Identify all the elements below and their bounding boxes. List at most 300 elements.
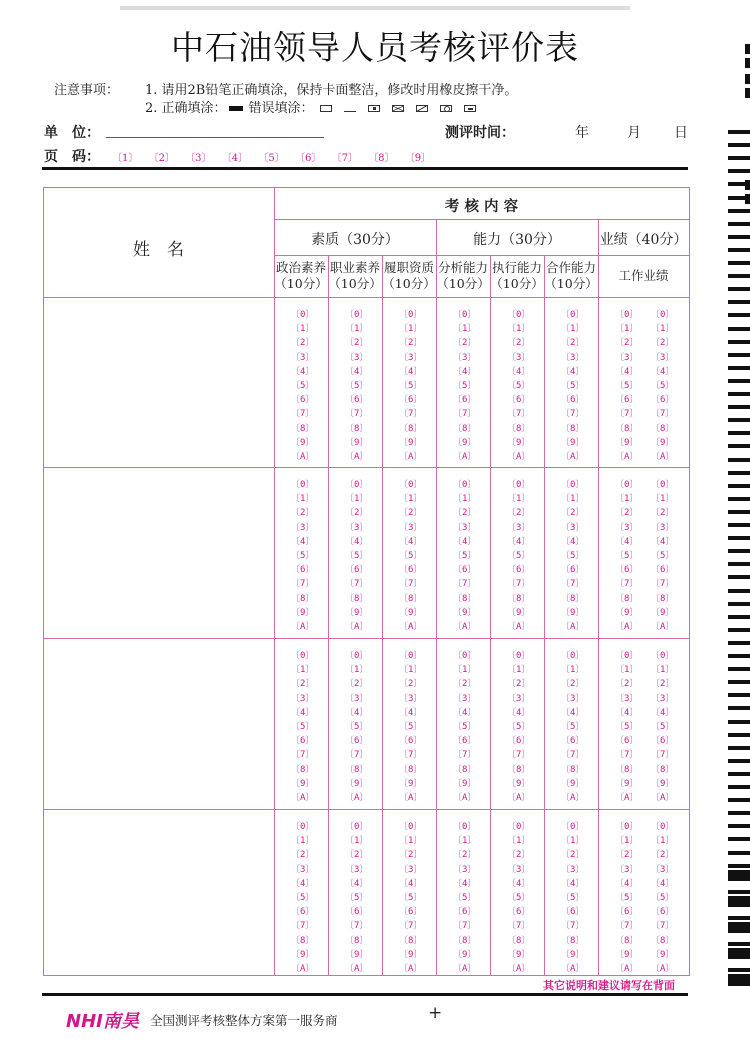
bubble-r4-c8-2[interactable]: 〔2〕 bbox=[651, 850, 675, 861]
bubble-r4-c3-2[interactable]: 〔2〕 bbox=[399, 850, 423, 861]
bubble-r3-c2-8[interactable]: 〔8〕 bbox=[345, 764, 369, 775]
bubble-r2-c6-9[interactable]: 〔9〕 bbox=[561, 607, 585, 618]
bubble-r1-c4-0[interactable]: 〔0〕 bbox=[453, 310, 477, 320]
bubble-r2-c3-4[interactable]: 〔4〕 bbox=[399, 536, 423, 547]
bubble-r4-c3-6[interactable]: 〔6〕 bbox=[399, 907, 423, 918]
bubble-r3-c1-5[interactable]: 〔5〕 bbox=[291, 722, 315, 732]
bubble-r3-c6-7[interactable]: 〔7〕 bbox=[561, 750, 585, 761]
bubble-r1-c1-8[interactable]: 〔8〕 bbox=[291, 423, 315, 434]
bubble-r1-c3-4[interactable]: 〔4〕 bbox=[399, 366, 423, 377]
bubble-r2-c6-8[interactable]: 〔8〕 bbox=[561, 593, 585, 604]
bubble-r4-c1-7[interactable]: 〔7〕 bbox=[291, 921, 315, 932]
bubble-r1-c5-8[interactable]: 〔8〕 bbox=[507, 423, 531, 434]
bubble-r3-c4-0[interactable]: 〔0〕 bbox=[453, 651, 477, 661]
bubble-r4-c3-4[interactable]: 〔4〕 bbox=[399, 878, 423, 889]
bubble-r4-c5-3[interactable]: 〔3〕 bbox=[507, 864, 531, 875]
bubble-r3-c6-9[interactable]: 〔9〕 bbox=[561, 778, 585, 789]
bubble-r1-c3-9[interactable]: 〔9〕 bbox=[399, 437, 423, 448]
bubble-r3-c3-10[interactable]: 〔A〕 bbox=[399, 793, 423, 803]
bubble-r3-c2-6[interactable]: 〔6〕 bbox=[345, 736, 369, 747]
bubble-r1-c1-1[interactable]: 〔1〕 bbox=[291, 324, 315, 335]
bubble-r4-c4-7[interactable]: 〔7〕 bbox=[453, 921, 477, 932]
bubble-r3-c1-9[interactable]: 〔9〕 bbox=[291, 778, 315, 789]
bubble-r1-c6-5[interactable]: 〔5〕 bbox=[561, 381, 585, 391]
bubble-r2-c1-10[interactable]: 〔A〕 bbox=[291, 622, 315, 632]
bubble-r3-c5-0[interactable]: 〔0〕 bbox=[507, 651, 531, 661]
bubble-r1-c4-6[interactable]: 〔6〕 bbox=[453, 395, 477, 406]
bubble-r2-c8-2[interactable]: 〔2〕 bbox=[651, 508, 675, 519]
bubble-r1-c8-3[interactable]: 〔3〕 bbox=[651, 352, 675, 363]
bubble-r1-c3-7[interactable]: 〔7〕 bbox=[399, 409, 423, 420]
bubble-r2-c3-3[interactable]: 〔3〕 bbox=[399, 522, 423, 533]
bubble-r3-c5-4[interactable]: 〔4〕 bbox=[507, 707, 531, 718]
bubble-r1-c1-5[interactable]: 〔5〕 bbox=[291, 381, 315, 391]
bubble-r1-c4-9[interactable]: 〔9〕 bbox=[453, 437, 477, 448]
bubble-r1-c5-6[interactable]: 〔6〕 bbox=[507, 395, 531, 406]
bubble-r2-c7-7[interactable]: 〔7〕 bbox=[615, 579, 639, 590]
page-box-1[interactable]: 〔1〕 bbox=[112, 153, 139, 164]
bubble-r2-c4-9[interactable]: 〔9〕 bbox=[453, 607, 477, 618]
bubble-r1-c2-0[interactable]: 〔0〕 bbox=[345, 310, 369, 320]
bubble-r1-c6-4[interactable]: 〔4〕 bbox=[561, 366, 585, 377]
bubble-r1-c8-10[interactable]: 〔A〕 bbox=[651, 452, 675, 462]
bubble-r1-c3-0[interactable]: 〔0〕 bbox=[399, 310, 423, 320]
bubble-r1-c1-4[interactable]: 〔4〕 bbox=[291, 366, 315, 377]
bubble-r2-c7-6[interactable]: 〔6〕 bbox=[615, 565, 639, 576]
bubble-r3-c8-6[interactable]: 〔6〕 bbox=[651, 736, 675, 747]
bubble-r4-c5-6[interactable]: 〔6〕 bbox=[507, 907, 531, 918]
bubble-r4-c7-10[interactable]: 〔A〕 bbox=[615, 964, 639, 974]
bubble-r1-c3-8[interactable]: 〔8〕 bbox=[399, 423, 423, 434]
bubble-r4-c2-8[interactable]: 〔8〕 bbox=[345, 935, 369, 946]
bubble-r3-c6-5[interactable]: 〔5〕 bbox=[561, 722, 585, 732]
bubble-r4-c1-0[interactable]: 〔0〕 bbox=[291, 822, 315, 832]
bubble-r2-c2-4[interactable]: 〔4〕 bbox=[345, 536, 369, 547]
bubble-r1-c2-3[interactable]: 〔3〕 bbox=[345, 352, 369, 363]
bubble-r3-c7-10[interactable]: 〔A〕 bbox=[615, 793, 639, 803]
bubble-r4-c8-9[interactable]: 〔9〕 bbox=[651, 949, 675, 960]
bubble-r2-c2-7[interactable]: 〔7〕 bbox=[345, 579, 369, 590]
bubble-r4-c5-9[interactable]: 〔9〕 bbox=[507, 949, 531, 960]
bubble-r2-c5-0[interactable]: 〔0〕 bbox=[507, 480, 531, 490]
bubble-r4-c6-3[interactable]: 〔3〕 bbox=[561, 864, 585, 875]
bubble-r3-c7-2[interactable]: 〔2〕 bbox=[615, 679, 639, 690]
bubble-r1-c7-4[interactable]: 〔4〕 bbox=[615, 366, 639, 377]
bubble-r3-c7-9[interactable]: 〔9〕 bbox=[615, 778, 639, 789]
bubble-r4-c1-8[interactable]: 〔8〕 bbox=[291, 935, 315, 946]
bubble-r4-c2-10[interactable]: 〔A〕 bbox=[345, 964, 369, 974]
bubble-r4-c1-4[interactable]: 〔4〕 bbox=[291, 878, 315, 889]
bubble-r2-c1-4[interactable]: 〔4〕 bbox=[291, 536, 315, 547]
bubble-r2-c3-5[interactable]: 〔5〕 bbox=[399, 551, 423, 561]
bubble-r3-c8-10[interactable]: 〔A〕 bbox=[651, 793, 675, 803]
bubble-r3-c7-3[interactable]: 〔3〕 bbox=[615, 693, 639, 704]
bubble-r3-c3-8[interactable]: 〔8〕 bbox=[399, 764, 423, 775]
bubble-r1-c8-8[interactable]: 〔8〕 bbox=[651, 423, 675, 434]
bubble-r4-c5-0[interactable]: 〔0〕 bbox=[507, 822, 531, 832]
bubble-r2-c2-3[interactable]: 〔3〕 bbox=[345, 522, 369, 533]
bubble-r1-c4-7[interactable]: 〔7〕 bbox=[453, 409, 477, 420]
page-box-4[interactable]: 〔4〕 bbox=[221, 153, 249, 164]
bubble-r3-c7-8[interactable]: 〔8〕 bbox=[615, 764, 639, 775]
bubble-r4-c4-0[interactable]: 〔0〕 bbox=[453, 822, 477, 832]
page-box-2[interactable]: 〔2〕 bbox=[148, 153, 175, 164]
bubble-r3-c4-5[interactable]: 〔5〕 bbox=[453, 722, 477, 732]
bubble-r3-c8-5[interactable]: 〔5〕 bbox=[651, 722, 675, 732]
bubble-r1-c8-5[interactable]: 〔5〕 bbox=[651, 381, 675, 391]
bubble-r2-c5-10[interactable]: 〔A〕 bbox=[507, 622, 531, 632]
bubble-r2-c1-3[interactable]: 〔3〕 bbox=[291, 522, 315, 533]
bubble-r1-c8-6[interactable]: 〔6〕 bbox=[651, 395, 675, 406]
bubble-r2-c7-10[interactable]: 〔A〕 bbox=[615, 622, 639, 632]
bubble-r3-c1-2[interactable]: 〔2〕 bbox=[291, 679, 315, 690]
bubble-r2-c6-1[interactable]: 〔1〕 bbox=[561, 494, 585, 505]
bubble-r3-c2-2[interactable]: 〔2〕 bbox=[345, 679, 369, 690]
bubble-r2-c6-10[interactable]: 〔A〕 bbox=[561, 622, 585, 632]
bubble-r3-c8-7[interactable]: 〔7〕 bbox=[651, 750, 675, 761]
bubble-r1-c2-10[interactable]: 〔A〕 bbox=[345, 452, 369, 462]
bubble-r2-c1-1[interactable]: 〔1〕 bbox=[291, 494, 315, 505]
bubble-r3-c2-3[interactable]: 〔3〕 bbox=[345, 693, 369, 704]
bubble-r3-c3-1[interactable]: 〔1〕 bbox=[399, 665, 423, 676]
bubble-r1-c2-7[interactable]: 〔7〕 bbox=[345, 409, 369, 420]
bubble-r2-c1-5[interactable]: 〔5〕 bbox=[291, 551, 315, 561]
bubble-r3-c4-2[interactable]: 〔2〕 bbox=[453, 679, 477, 690]
bubble-r4-c5-7[interactable]: 〔7〕 bbox=[507, 921, 531, 932]
bubble-r1-c3-10[interactable]: 〔A〕 bbox=[399, 452, 423, 462]
bubble-r1-c7-7[interactable]: 〔7〕 bbox=[615, 409, 639, 420]
bubble-r3-c5-3[interactable]: 〔3〕 bbox=[507, 693, 531, 704]
bubble-r3-c4-1[interactable]: 〔1〕 bbox=[453, 665, 477, 676]
bubble-r1-c2-9[interactable]: 〔9〕 bbox=[345, 437, 369, 448]
bubble-r3-c2-0[interactable]: 〔0〕 bbox=[345, 651, 369, 661]
bubble-r4-c3-5[interactable]: 〔5〕 bbox=[399, 893, 423, 903]
bubble-r2-c1-7[interactable]: 〔7〕 bbox=[291, 579, 315, 590]
bubble-r4-c6-10[interactable]: 〔A〕 bbox=[561, 964, 585, 974]
bubble-r2-c3-2[interactable]: 〔2〕 bbox=[399, 508, 423, 519]
bubble-r3-c7-6[interactable]: 〔6〕 bbox=[615, 736, 639, 747]
bubble-r3-c3-9[interactable]: 〔9〕 bbox=[399, 778, 423, 789]
bubble-r4-c2-3[interactable]: 〔3〕 bbox=[345, 864, 369, 875]
bubble-r4-c8-1[interactable]: 〔1〕 bbox=[651, 836, 675, 847]
bubble-r4-c5-4[interactable]: 〔4〕 bbox=[507, 878, 531, 889]
bubble-r2-c5-3[interactable]: 〔3〕 bbox=[507, 522, 531, 533]
bubble-r3-c8-2[interactable]: 〔2〕 bbox=[651, 679, 675, 690]
bubble-r4-c4-5[interactable]: 〔5〕 bbox=[453, 893, 477, 903]
bubble-r3-c4-4[interactable]: 〔4〕 bbox=[453, 707, 477, 718]
bubble-r3-c1-6[interactable]: 〔6〕 bbox=[291, 736, 315, 747]
bubble-r1-c6-7[interactable]: 〔7〕 bbox=[561, 409, 585, 420]
bubble-r4-c5-5[interactable]: 〔5〕 bbox=[507, 893, 531, 903]
bubble-r4-c8-0[interactable]: 〔0〕 bbox=[651, 822, 675, 832]
bubble-r1-c3-1[interactable]: 〔1〕 bbox=[399, 324, 423, 335]
bubble-r4-c5-2[interactable]: 〔2〕 bbox=[507, 850, 531, 861]
bubble-r1-c8-9[interactable]: 〔9〕 bbox=[651, 437, 675, 448]
bubble-r4-c8-8[interactable]: 〔8〕 bbox=[651, 935, 675, 946]
bubble-r4-c1-3[interactable]: 〔3〕 bbox=[291, 864, 315, 875]
bubble-r4-c4-3[interactable]: 〔3〕 bbox=[453, 864, 477, 875]
bubble-r1-c4-5[interactable]: 〔5〕 bbox=[453, 381, 477, 391]
bubble-r4-c2-0[interactable]: 〔0〕 bbox=[345, 822, 369, 832]
bubble-r3-c6-10[interactable]: 〔A〕 bbox=[561, 793, 585, 803]
bubble-r3-c5-7[interactable]: 〔7〕 bbox=[507, 750, 531, 761]
bubble-r2-c1-8[interactable]: 〔8〕 bbox=[291, 593, 315, 604]
bubble-r3-c1-3[interactable]: 〔3〕 bbox=[291, 693, 315, 704]
bubble-r1-c7-3[interactable]: 〔3〕 bbox=[615, 352, 639, 363]
page-box-8[interactable]: 〔8〕 bbox=[368, 153, 395, 164]
bubble-r2-c3-1[interactable]: 〔1〕 bbox=[399, 494, 423, 505]
bubble-r3-c6-6[interactable]: 〔6〕 bbox=[561, 736, 585, 747]
bubble-r4-c8-10[interactable]: 〔A〕 bbox=[651, 964, 675, 974]
bubble-r2-c2-10[interactable]: 〔A〕 bbox=[345, 622, 369, 632]
bubble-r4-c3-9[interactable]: 〔9〕 bbox=[399, 949, 423, 960]
bubble-r3-c5-6[interactable]: 〔6〕 bbox=[507, 736, 531, 747]
bubble-r4-c7-0[interactable]: 〔0〕 bbox=[615, 822, 639, 832]
bubble-r4-c7-3[interactable]: 〔3〕 bbox=[615, 864, 639, 875]
bubble-r1-c5-3[interactable]: 〔3〕 bbox=[507, 352, 531, 363]
unit-input-line[interactable] bbox=[106, 137, 324, 138]
bubble-r2-c2-6[interactable]: 〔6〕 bbox=[345, 565, 369, 576]
bubble-r2-c5-9[interactable]: 〔9〕 bbox=[507, 607, 531, 618]
bubble-r2-c2-1[interactable]: 〔1〕 bbox=[345, 494, 369, 505]
bubble-r2-c3-8[interactable]: 〔8〕 bbox=[399, 593, 423, 604]
bubble-r4-c7-1[interactable]: 〔1〕 bbox=[615, 836, 639, 847]
bubble-r2-c1-9[interactable]: 〔9〕 bbox=[291, 607, 315, 618]
bubble-r1-c3-5[interactable]: 〔5〕 bbox=[399, 381, 423, 391]
bubble-r1-c6-3[interactable]: 〔3〕 bbox=[561, 352, 585, 363]
bubble-r1-c5-10[interactable]: 〔A〕 bbox=[507, 452, 531, 462]
bubble-r4-c7-8[interactable]: 〔8〕 bbox=[615, 935, 639, 946]
bubble-r2-c4-3[interactable]: 〔3〕 bbox=[453, 522, 477, 533]
bubble-r3-c3-6[interactable]: 〔6〕 bbox=[399, 736, 423, 747]
bubble-r1-c5-0[interactable]: 〔0〕 bbox=[507, 310, 531, 320]
bubble-r3-c1-1[interactable]: 〔1〕 bbox=[291, 665, 315, 676]
bubble-r3-c3-4[interactable]: 〔4〕 bbox=[399, 707, 423, 718]
bubble-r3-c6-0[interactable]: 〔0〕 bbox=[561, 651, 585, 661]
bubble-r1-c2-8[interactable]: 〔8〕 bbox=[345, 423, 369, 434]
bubble-r4-c7-7[interactable]: 〔7〕 bbox=[615, 921, 639, 932]
bubble-r1-c8-2[interactable]: 〔2〕 bbox=[651, 338, 675, 349]
bubble-r2-c5-2[interactable]: 〔2〕 bbox=[507, 508, 531, 519]
bubble-r3-c7-7[interactable]: 〔7〕 bbox=[615, 750, 639, 761]
bubble-r2-c4-4[interactable]: 〔4〕 bbox=[453, 536, 477, 547]
bubble-r2-c7-0[interactable]: 〔0〕 bbox=[615, 480, 639, 490]
bubble-r4-c2-2[interactable]: 〔2〕 bbox=[345, 850, 369, 861]
bubble-r4-c3-1[interactable]: 〔1〕 bbox=[399, 836, 423, 847]
bubble-r1-c2-6[interactable]: 〔6〕 bbox=[345, 395, 369, 406]
bubble-r3-c2-7[interactable]: 〔7〕 bbox=[345, 750, 369, 761]
bubble-r1-c7-10[interactable]: 〔A〕 bbox=[615, 452, 639, 462]
bubble-r2-c3-6[interactable]: 〔6〕 bbox=[399, 565, 423, 576]
bubble-r1-c5-7[interactable]: 〔7〕 bbox=[507, 409, 531, 420]
bubble-r2-c5-4[interactable]: 〔4〕 bbox=[507, 536, 531, 547]
bubble-r3-c1-8[interactable]: 〔8〕 bbox=[291, 764, 315, 775]
bubble-r2-c8-3[interactable]: 〔3〕 bbox=[651, 522, 675, 533]
bubble-r1-c7-9[interactable]: 〔9〕 bbox=[615, 437, 639, 448]
bubble-r2-c5-1[interactable]: 〔1〕 bbox=[507, 494, 531, 505]
bubble-r4-c2-5[interactable]: 〔5〕 bbox=[345, 893, 369, 903]
bubble-r4-c2-1[interactable]: 〔1〕 bbox=[345, 836, 369, 847]
page-box-3[interactable]: 〔3〕 bbox=[185, 153, 212, 164]
bubble-r1-c6-1[interactable]: 〔1〕 bbox=[561, 324, 585, 335]
bubble-r4-c6-5[interactable]: 〔5〕 bbox=[561, 893, 585, 903]
bubble-r3-c2-4[interactable]: 〔4〕 bbox=[345, 707, 369, 718]
bubble-r2-c6-7[interactable]: 〔7〕 bbox=[561, 579, 585, 590]
bubble-r1-c1-3[interactable]: 〔3〕 bbox=[291, 352, 315, 363]
bubble-r1-c3-6[interactable]: 〔6〕 bbox=[399, 395, 423, 406]
bubble-r1-c1-10[interactable]: 〔A〕 bbox=[291, 452, 315, 462]
bubble-r2-c1-6[interactable]: 〔6〕 bbox=[291, 565, 315, 576]
bubble-r2-c2-5[interactable]: 〔5〕 bbox=[345, 551, 369, 561]
bubble-r1-c1-0[interactable]: 〔0〕 bbox=[291, 310, 315, 320]
bubble-r3-c3-7[interactable]: 〔7〕 bbox=[399, 750, 423, 761]
bubble-r2-c8-1[interactable]: 〔1〕 bbox=[651, 494, 675, 505]
bubble-r3-c1-0[interactable]: 〔0〕 bbox=[291, 651, 315, 661]
bubble-r4-c1-6[interactable]: 〔6〕 bbox=[291, 907, 315, 918]
bubble-r4-c6-2[interactable]: 〔2〕 bbox=[561, 850, 585, 861]
bubble-r3-c5-1[interactable]: 〔1〕 bbox=[507, 665, 531, 676]
bubble-r1-c4-3[interactable]: 〔3〕 bbox=[453, 352, 477, 363]
bubble-r2-c6-2[interactable]: 〔2〕 bbox=[561, 508, 585, 519]
bubble-r2-c8-8[interactable]: 〔8〕 bbox=[651, 593, 675, 604]
bubble-r1-c7-0[interactable]: 〔0〕 bbox=[615, 310, 639, 320]
bubble-r1-c3-2[interactable]: 〔2〕 bbox=[399, 338, 423, 349]
bubble-r2-c7-3[interactable]: 〔3〕 bbox=[615, 522, 639, 533]
bubble-r1-c6-6[interactable]: 〔6〕 bbox=[561, 395, 585, 406]
bubble-r3-c2-9[interactable]: 〔9〕 bbox=[345, 778, 369, 789]
bubble-r3-c6-2[interactable]: 〔2〕 bbox=[561, 679, 585, 690]
bubble-r3-c2-1[interactable]: 〔1〕 bbox=[345, 665, 369, 676]
bubble-r1-c4-4[interactable]: 〔4〕 bbox=[453, 366, 477, 377]
bubble-r1-c5-2[interactable]: 〔2〕 bbox=[507, 338, 531, 349]
bubble-r2-c7-5[interactable]: 〔5〕 bbox=[615, 551, 639, 561]
bubble-r1-c5-4[interactable]: 〔4〕 bbox=[507, 366, 531, 377]
page-box-6[interactable]: 〔6〕 bbox=[295, 153, 322, 164]
bubble-r4-c2-4[interactable]: 〔4〕 bbox=[345, 878, 369, 889]
bubble-r2-c4-6[interactable]: 〔6〕 bbox=[453, 565, 477, 576]
bubble-r2-c6-4[interactable]: 〔4〕 bbox=[561, 536, 585, 547]
bubble-r4-c5-8[interactable]: 〔8〕 bbox=[507, 935, 531, 946]
bubble-r4-c6-8[interactable]: 〔8〕 bbox=[561, 935, 585, 946]
bubble-r3-c5-5[interactable]: 〔5〕 bbox=[507, 722, 531, 732]
bubble-r1-c4-2[interactable]: 〔2〕 bbox=[453, 338, 477, 349]
bubble-r4-c6-4[interactable]: 〔4〕 bbox=[561, 878, 585, 889]
bubble-r3-c5-9[interactable]: 〔9〕 bbox=[507, 778, 531, 789]
bubble-r3-c8-0[interactable]: 〔0〕 bbox=[651, 651, 675, 661]
bubble-r1-c4-8[interactable]: 〔8〕 bbox=[453, 423, 477, 434]
bubble-r2-c1-2[interactable]: 〔2〕 bbox=[291, 508, 315, 519]
bubble-r2-c8-10[interactable]: 〔A〕 bbox=[651, 622, 675, 632]
bubble-r4-c6-0[interactable]: 〔0〕 bbox=[561, 822, 585, 832]
bubble-r2-c5-7[interactable]: 〔7〕 bbox=[507, 579, 531, 590]
bubble-r3-c7-0[interactable]: 〔0〕 bbox=[615, 651, 639, 661]
bubble-r1-c5-9[interactable]: 〔9〕 bbox=[507, 437, 531, 448]
bubble-r1-c7-8[interactable]: 〔8〕 bbox=[615, 423, 639, 434]
bubble-r1-c2-2[interactable]: 〔2〕 bbox=[345, 338, 369, 349]
bubble-r4-c1-2[interactable]: 〔2〕 bbox=[291, 850, 315, 861]
bubble-r1-c2-5[interactable]: 〔5〕 bbox=[345, 381, 369, 391]
bubble-r3-c3-3[interactable]: 〔3〕 bbox=[399, 693, 423, 704]
bubble-r1-c2-1[interactable]: 〔1〕 bbox=[345, 324, 369, 335]
bubble-r4-c8-3[interactable]: 〔3〕 bbox=[651, 864, 675, 875]
bubble-r4-c1-1[interactable]: 〔1〕 bbox=[291, 836, 315, 847]
bubble-r3-c4-10[interactable]: 〔A〕 bbox=[453, 793, 477, 803]
bubble-r2-c6-0[interactable]: 〔0〕 bbox=[561, 480, 585, 490]
bubble-r3-c1-7[interactable]: 〔7〕 bbox=[291, 750, 315, 761]
bubble-r4-c4-2[interactable]: 〔2〕 bbox=[453, 850, 477, 861]
bubble-r2-c1-0[interactable]: 〔0〕 bbox=[291, 480, 315, 490]
bubble-r1-c8-7[interactable]: 〔7〕 bbox=[651, 409, 675, 420]
bubble-r2-c8-7[interactable]: 〔7〕 bbox=[651, 579, 675, 590]
bubble-r3-c8-4[interactable]: 〔4〕 bbox=[651, 707, 675, 718]
bubble-r2-c7-9[interactable]: 〔9〕 bbox=[615, 607, 639, 618]
bubble-r1-c5-5[interactable]: 〔5〕 bbox=[507, 381, 531, 391]
bubble-r3-c3-2[interactable]: 〔2〕 bbox=[399, 679, 423, 690]
bubble-r1-c8-4[interactable]: 〔4〕 bbox=[651, 366, 675, 377]
bubble-r1-c8-1[interactable]: 〔1〕 bbox=[651, 324, 675, 335]
bubble-r2-c6-5[interactable]: 〔5〕 bbox=[561, 551, 585, 561]
bubble-r4-c7-2[interactable]: 〔2〕 bbox=[615, 850, 639, 861]
bubble-r1-c1-9[interactable]: 〔9〕 bbox=[291, 437, 315, 448]
bubble-r1-c7-1[interactable]: 〔1〕 bbox=[615, 324, 639, 335]
bubble-r4-c1-10[interactable]: 〔A〕 bbox=[291, 964, 315, 974]
bubble-r2-c3-0[interactable]: 〔0〕 bbox=[399, 480, 423, 490]
page-box-9[interactable]: 〔9〕 bbox=[404, 153, 432, 164]
bubble-r1-c7-2[interactable]: 〔2〕 bbox=[615, 338, 639, 349]
bubble-r2-c8-4[interactable]: 〔4〕 bbox=[651, 536, 675, 547]
bubble-r3-c5-8[interactable]: 〔8〕 bbox=[507, 764, 531, 775]
bubble-r4-c3-0[interactable]: 〔0〕 bbox=[399, 822, 423, 832]
bubble-r3-c6-4[interactable]: 〔4〕 bbox=[561, 707, 585, 718]
bubble-r2-c4-7[interactable]: 〔7〕 bbox=[453, 579, 477, 590]
bubble-r3-c8-1[interactable]: 〔1〕 bbox=[651, 665, 675, 676]
bubble-r2-c4-8[interactable]: 〔8〕 bbox=[453, 593, 477, 604]
bubble-r2-c2-8[interactable]: 〔8〕 bbox=[345, 593, 369, 604]
bubble-r1-c1-6[interactable]: 〔6〕 bbox=[291, 395, 315, 406]
bubble-r4-c7-6[interactable]: 〔6〕 bbox=[615, 907, 639, 918]
bubble-r3-c8-9[interactable]: 〔9〕 bbox=[651, 778, 675, 789]
bubble-r3-c5-2[interactable]: 〔2〕 bbox=[507, 679, 531, 690]
bubble-r3-c5-10[interactable]: 〔A〕 bbox=[507, 793, 531, 803]
bubble-r1-c6-9[interactable]: 〔9〕 bbox=[561, 437, 585, 448]
bubble-r4-c4-1[interactable]: 〔1〕 bbox=[453, 836, 477, 847]
page-box-7[interactable]: 〔7〕 bbox=[331, 153, 358, 164]
bubble-r3-c2-10[interactable]: 〔A〕 bbox=[345, 793, 369, 803]
bubble-r1-c6-10[interactable]: 〔A〕 bbox=[561, 452, 585, 462]
bubble-r1-c1-2[interactable]: 〔2〕 bbox=[291, 338, 315, 349]
bubble-r4-c7-4[interactable]: 〔4〕 bbox=[615, 878, 639, 889]
bubble-r2-c8-9[interactable]: 〔9〕 bbox=[651, 607, 675, 618]
bubble-r3-c7-4[interactable]: 〔4〕 bbox=[615, 707, 639, 718]
bubble-r3-c1-10[interactable]: 〔A〕 bbox=[291, 793, 315, 803]
bubble-r2-c4-0[interactable]: 〔0〕 bbox=[453, 480, 477, 490]
bubble-r2-c4-10[interactable]: 〔A〕 bbox=[453, 622, 477, 632]
bubble-r4-c4-8[interactable]: 〔8〕 bbox=[453, 935, 477, 946]
bubble-r3-c1-4[interactable]: 〔4〕 bbox=[291, 707, 315, 718]
bubble-r2-c4-1[interactable]: 〔1〕 bbox=[453, 494, 477, 505]
bubble-r1-c1-7[interactable]: 〔7〕 bbox=[291, 409, 315, 420]
bubble-r4-c6-1[interactable]: 〔1〕 bbox=[561, 836, 585, 847]
bubble-r1-c4-1[interactable]: 〔1〕 bbox=[453, 324, 477, 335]
bubble-r3-c7-5[interactable]: 〔5〕 bbox=[615, 722, 639, 732]
bubble-r2-c5-8[interactable]: 〔8〕 bbox=[507, 593, 531, 604]
bubble-r4-c5-1[interactable]: 〔1〕 bbox=[507, 836, 531, 847]
bubble-r4-c8-4[interactable]: 〔4〕 bbox=[651, 878, 675, 889]
bubble-r4-c8-6[interactable]: 〔6〕 bbox=[651, 907, 675, 918]
bubble-r2-c8-0[interactable]: 〔0〕 bbox=[651, 480, 675, 490]
bubble-r3-c6-1[interactable]: 〔1〕 bbox=[561, 665, 585, 676]
bubble-r2-c2-0[interactable]: 〔0〕 bbox=[345, 480, 369, 490]
